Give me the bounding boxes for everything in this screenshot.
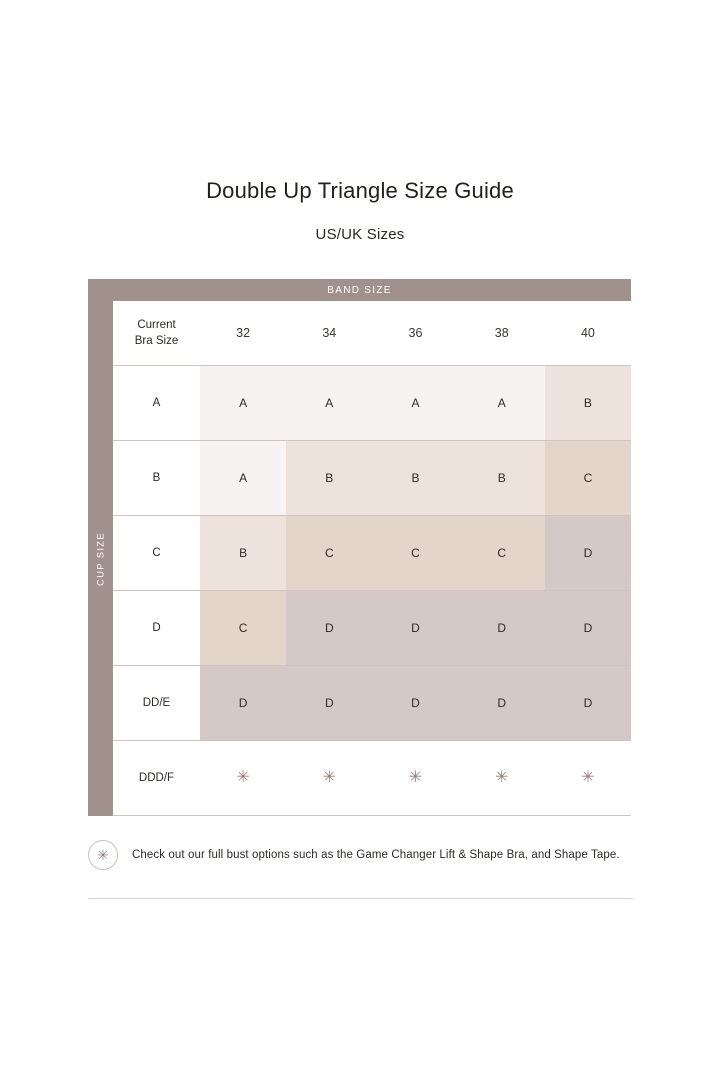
- star-icon: ✳: [322, 769, 336, 786]
- footnote-text: Check out our full bust options such as the Game Changer Lift & Shape Bra, and Shape Tape.: [132, 849, 620, 861]
- cell-a-38: A: [497, 396, 506, 410]
- cell-dde-36: D: [411, 696, 420, 710]
- star-icon: ✳: [408, 769, 423, 786]
- cell-d-32: C: [238, 621, 248, 635]
- cell-b-34: B: [325, 471, 334, 485]
- table-row: [113, 741, 631, 816]
- corner-label-line1: Current: [137, 319, 176, 331]
- corner-label-line2: Bra Size: [134, 335, 179, 347]
- cell-dde-32: D: [238, 696, 248, 710]
- cup-size-axis: [88, 301, 113, 816]
- row-label-d: D: [113, 591, 200, 665]
- corner-label: [113, 301, 200, 365]
- page-title: Double Up Triangle Size Guide: [206, 178, 514, 203]
- row-label-a: A: [113, 366, 200, 440]
- table-row: [113, 366, 631, 441]
- band-size-header: [88, 279, 631, 301]
- star-icon: ✳: [495, 769, 509, 786]
- table-row: [113, 591, 631, 666]
- row-label-ddd-f: DDD/F: [113, 741, 200, 815]
- cell-b-36: B: [411, 471, 420, 485]
- cell-b-40: C: [583, 471, 593, 485]
- cell-a-36: A: [411, 396, 420, 410]
- cell-b-32: A: [239, 471, 248, 485]
- cell-dde-34: D: [324, 696, 334, 710]
- cell-c-40: D: [583, 546, 593, 560]
- table-header-row: [113, 301, 631, 366]
- table-row: [113, 516, 631, 591]
- cell-a-40: B: [583, 396, 592, 410]
- footnote: [88, 840, 633, 870]
- cell-dde-38: D: [497, 696, 507, 710]
- cell-d-40: D: [583, 621, 593, 635]
- cell-b-38: B: [497, 471, 506, 485]
- footer-divider: [88, 898, 633, 899]
- size-chart-body: [88, 301, 631, 816]
- star-icon: ✳: [236, 769, 250, 786]
- row-label-dd-e: DD/E: [113, 666, 200, 740]
- page-subtitle: US/UK Sizes: [315, 226, 405, 243]
- asterisk-badge-icon: [88, 840, 118, 870]
- cell-dde-40: D: [583, 696, 593, 710]
- band-size-34: 34: [322, 326, 337, 340]
- size-chart-grid: [113, 301, 631, 816]
- table-row: [113, 666, 631, 741]
- cell-d-36: D: [411, 621, 420, 635]
- cell-c-34: C: [324, 546, 334, 560]
- cell-c-36: C: [411, 546, 420, 560]
- cell-a-34: A: [325, 396, 334, 410]
- cell-c-38: C: [497, 546, 507, 560]
- band-size-36: 36: [408, 326, 423, 340]
- table-row: [113, 441, 631, 516]
- heading-block: [0, 176, 720, 243]
- row-label-c: C: [113, 516, 200, 590]
- band-size-32: 32: [236, 326, 251, 340]
- band-size-header-label: BAND SIZE: [327, 284, 392, 296]
- cell-d-38: D: [497, 621, 507, 635]
- cell-a-32: A: [239, 396, 248, 410]
- cell-d-34: D: [324, 621, 334, 635]
- star-icon: ✳: [581, 769, 595, 786]
- size-chart: [88, 279, 631, 816]
- cup-size-axis-label: CUP SIZE: [95, 531, 106, 586]
- asterisk-badge-glyph: ✳: [97, 847, 109, 863]
- band-size-38: 38: [494, 326, 509, 340]
- band-size-40: 40: [580, 326, 595, 340]
- cell-c-32: B: [239, 546, 248, 560]
- row-label-b: B: [113, 441, 200, 515]
